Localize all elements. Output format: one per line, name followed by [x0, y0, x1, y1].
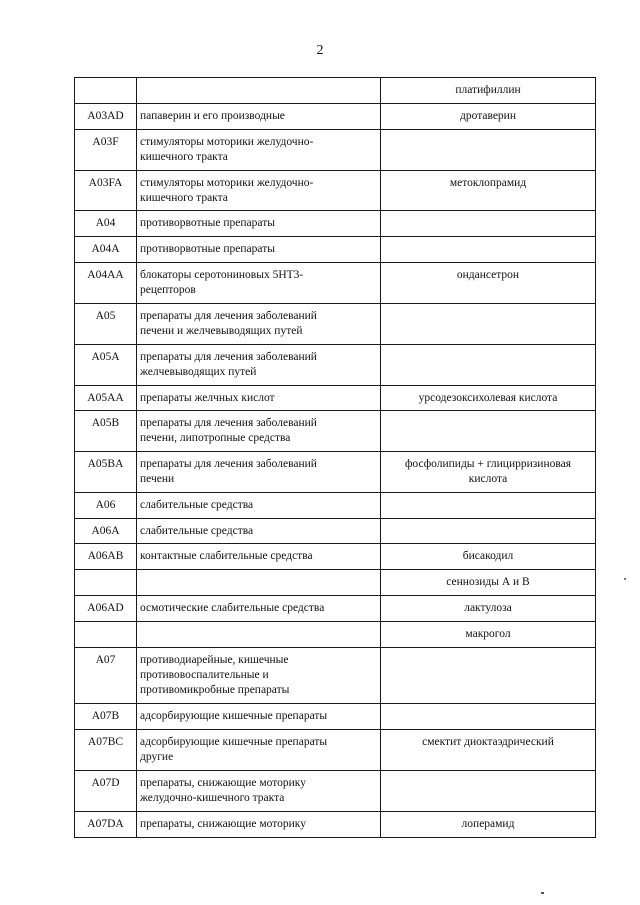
atc-code-cell	[75, 237, 137, 263]
drug-name: дротаверин	[460, 110, 516, 122]
group-name: стимуляторы моторики желудочно- кишечного тракта	[140, 136, 314, 163]
group-name: контактные слабительные средства	[140, 550, 313, 562]
drug-name-cell	[381, 345, 596, 386]
atc-code: A03F	[92, 136, 119, 148]
group-name: препараты для лечения заболеваний желчевыводящих путей	[140, 351, 317, 378]
drug-name-cell	[381, 104, 596, 130]
drug-name-cell	[381, 211, 596, 237]
drug-name: сеннозиды А и В	[446, 576, 530, 588]
group-name-cell	[137, 211, 381, 237]
drug-name-cell	[381, 771, 596, 812]
atc-code: A04A	[91, 243, 120, 255]
group-name-cell	[137, 771, 381, 812]
drug-name: лактулоза	[464, 602, 512, 614]
table-row	[75, 78, 596, 104]
atc-code-cell	[75, 730, 137, 771]
table-row	[75, 570, 596, 596]
atc-code: A05B	[91, 417, 120, 429]
atc-code: A05A	[91, 351, 120, 363]
table-row	[75, 130, 596, 171]
drug-name-cell	[381, 386, 596, 411]
table-row	[75, 304, 596, 345]
group-name-cell	[137, 812, 381, 838]
atc-code-cell	[75, 411, 137, 452]
atc-code: A07DA	[87, 818, 124, 830]
table-row	[75, 648, 596, 704]
drug-name-cell	[381, 237, 596, 263]
scan-speck	[541, 892, 544, 894]
atc-code-cell	[75, 304, 137, 345]
atc-code-cell	[75, 171, 137, 211]
drug-name-cell	[381, 544, 596, 570]
atc-code-cell	[75, 263, 137, 304]
drug-name: платифиллин	[455, 84, 521, 96]
table-row	[75, 452, 596, 493]
group-name: препараты для лечения заболеваний печени, липотропные средства	[140, 417, 317, 444]
group-name: противорвотные препараты	[140, 243, 275, 255]
drug-name-cell	[381, 570, 596, 596]
drug-name-cell	[381, 493, 596, 519]
drug-name-cell	[381, 622, 596, 648]
drug-name-cell	[381, 304, 596, 345]
atc-code: A07BC	[87, 736, 124, 748]
group-name: противорвотные препараты	[140, 217, 275, 229]
atc-code: A06	[95, 499, 116, 511]
atc-code: A07D	[91, 777, 120, 789]
drug-name: метоклопрамид	[449, 177, 527, 189]
atc-code-cell	[75, 771, 137, 812]
table-row	[75, 211, 596, 237]
atc-code: A03FA	[88, 177, 123, 189]
group-name: слабительные средства	[140, 499, 254, 511]
group-name-cell	[137, 596, 381, 622]
table-body	[75, 78, 596, 838]
table-row	[75, 345, 596, 386]
group-name: адсорбирующие кишечные препараты другие	[140, 736, 328, 763]
atc-code: A05AA	[87, 392, 124, 404]
atc-code-cell	[75, 544, 137, 570]
group-name-cell	[137, 544, 381, 570]
drug-name-cell	[381, 130, 596, 171]
group-name: папаверин и его производные	[140, 110, 285, 122]
atc-code: A05BA	[87, 458, 124, 470]
group-name-cell	[137, 622, 381, 648]
group-name-cell	[137, 130, 381, 171]
table-row	[75, 771, 596, 812]
group-name-cell	[137, 345, 381, 386]
drug-classification-table	[74, 77, 596, 838]
group-name: блокаторы серотониновых 5HT3- рецепторов	[140, 269, 304, 296]
table-row	[75, 237, 596, 263]
drug-name-cell	[381, 263, 596, 304]
atc-code-cell	[75, 104, 137, 130]
atc-code-cell	[75, 452, 137, 493]
drug-name-cell	[381, 648, 596, 704]
scan-speck	[624, 578, 626, 580]
group-name-cell	[137, 78, 381, 104]
atc-code-cell	[75, 596, 137, 622]
atc-code: A07	[95, 654, 116, 666]
table-row	[75, 263, 596, 304]
drug-name-cell	[381, 171, 596, 211]
group-name-cell	[137, 493, 381, 519]
atc-code-cell	[75, 386, 137, 411]
atc-code-cell	[75, 211, 137, 237]
drug-name-cell	[381, 519, 596, 544]
drug-name-cell	[381, 78, 596, 104]
table-row	[75, 544, 596, 570]
atc-code: A06AB	[87, 550, 124, 562]
atc-code-cell	[75, 570, 137, 596]
table-row	[75, 730, 596, 771]
table-row	[75, 386, 596, 411]
table-row	[75, 519, 596, 544]
group-name-cell	[137, 704, 381, 730]
group-name: стимуляторы моторики желудочно- кишечного тракта	[140, 177, 314, 204]
table-row	[75, 171, 596, 211]
table-row	[75, 493, 596, 519]
group-name: препараты, снижающие моторику желудочно-кишечного тракта	[140, 777, 306, 804]
drug-name: смектит диоктаэдрический	[422, 736, 554, 748]
table-row	[75, 812, 596, 838]
group-name-cell	[137, 411, 381, 452]
drug-name: ондансетрон	[456, 269, 520, 281]
group-name: препараты для лечения заболеваний печени	[140, 458, 317, 485]
group-name-cell	[137, 304, 381, 345]
group-name-cell	[137, 171, 381, 211]
group-name-cell	[137, 104, 381, 130]
group-name-cell	[137, 519, 381, 544]
group-name: препараты, снижающие моторику	[140, 818, 306, 830]
atc-code-cell	[75, 519, 137, 544]
drug-name: фосфолипиды + глицирризиновая кислота	[404, 458, 572, 485]
table-row	[75, 411, 596, 452]
table-row	[75, 104, 596, 130]
atc-code: A06AD	[87, 602, 124, 614]
group-name-cell	[137, 648, 381, 704]
atc-code: A06A	[91, 525, 120, 537]
atc-code-cell	[75, 78, 137, 104]
group-name-cell	[137, 730, 381, 771]
atc-code: A03AD	[87, 110, 124, 122]
group-name-cell	[137, 452, 381, 493]
drug-name-cell	[381, 704, 596, 730]
group-name-cell	[137, 263, 381, 304]
drug-name-cell	[381, 596, 596, 622]
drug-name: макрогол	[465, 628, 511, 640]
drug-name-cell	[381, 812, 596, 838]
table-row	[75, 704, 596, 730]
atc-code-cell	[75, 622, 137, 648]
drug-name-cell	[381, 452, 596, 493]
atc-code: A05	[95, 310, 116, 322]
group-name: противодиарейные, кишечные противовоспалительные и противомикробные препараты	[140, 654, 290, 696]
drug-name-cell	[381, 730, 596, 771]
group-name-cell	[137, 237, 381, 263]
atc-code: A07B	[91, 710, 120, 722]
table-row	[75, 596, 596, 622]
atc-code-cell	[75, 130, 137, 171]
drug-name-cell	[381, 411, 596, 452]
group-name: препараты для лечения заболеваний печени и желчевыводящих путей	[140, 310, 317, 337]
atc-code: A04AA	[87, 269, 124, 281]
group-name-cell	[137, 386, 381, 411]
group-name: осмотические слабительные средства	[140, 602, 325, 614]
drug-name: урсодезоксихолевая кислота	[418, 392, 558, 404]
page-number: 2	[316, 43, 324, 58]
group-name: препараты желчных кислот	[140, 392, 275, 404]
atc-code: A04	[95, 217, 116, 229]
atc-code-cell	[75, 704, 137, 730]
group-name-cell	[137, 570, 381, 596]
table-row	[75, 622, 596, 648]
atc-code-cell	[75, 812, 137, 838]
atc-code-cell	[75, 345, 137, 386]
drug-name: лоперамид	[461, 818, 515, 830]
atc-code-cell	[75, 648, 137, 704]
drug-name: бисакодил	[462, 550, 514, 562]
group-name: слабительные средства	[140, 525, 254, 537]
group-name: адсорбирующие кишечные препараты	[140, 710, 328, 722]
atc-code-cell	[75, 493, 137, 519]
